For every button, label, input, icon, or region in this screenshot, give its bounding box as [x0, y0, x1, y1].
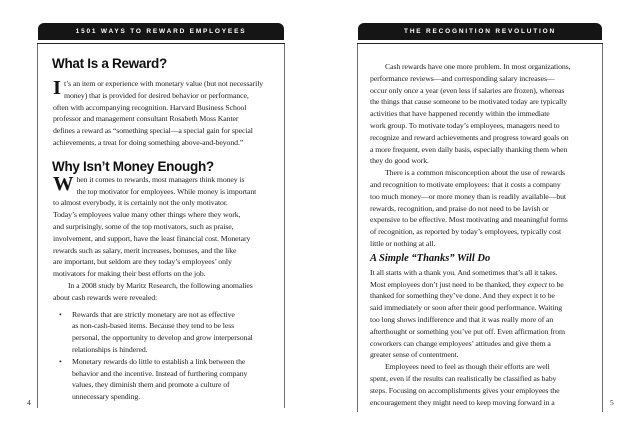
- text-line: hen it comes to rewards, most managers think money is: [76, 174, 245, 184]
- text-line: the things that cause someone to be motivated today are typically: [370, 97, 568, 107]
- text-line: steps. Focusing on accomplishments gives your employees the: [370, 385, 560, 395]
- bullet-item: [53, 356, 273, 403]
- paragraph: [370, 167, 592, 250]
- text-line: greater sense of contentment.: [370, 350, 459, 360]
- text-line: occur only once a year (even less if salaries are frozen), whereas: [370, 85, 565, 95]
- running-head-title: THE RECOGNITION REVOLUTION: [404, 28, 556, 35]
- text-line: recognize and reward achievements and progress toward goals on: [370, 132, 569, 142]
- text-line: expensive to be effective. Most motivating and meaningful forms: [370, 215, 568, 225]
- book-page-right: [357, 23, 603, 412]
- text-line: too long shows indifference and that it was really more of an: [370, 314, 554, 324]
- text-line: Most employees don’t just need to be thanked, they expect to be: [370, 279, 564, 289]
- text-line: Today’s employees value many other things where they work,: [53, 210, 241, 220]
- paragraph: [370, 61, 592, 167]
- text-line: Rewards that are strictly monetary are not as effective: [72, 309, 235, 319]
- text-line: values, they diminish them and promote a culture of: [72, 380, 230, 390]
- text-line: spent, even if the results can realistically be classified as baby: [370, 373, 557, 383]
- bullet-marker: •: [59, 356, 62, 366]
- text-line: to almost everybody, it is certainly not the only motivator.: [53, 198, 228, 208]
- text-line: little or nothing at all.: [370, 238, 436, 248]
- text-line: and recognition to motivate employees: that it costs a company: [370, 179, 561, 189]
- text-line: and surprisingly, some of the top motivators, such as praise,: [53, 221, 234, 231]
- text-line: There is a common misconception about the use of rewards: [385, 168, 565, 178]
- text-line: motivators for making their best efforts on the job.: [53, 269, 206, 279]
- text-line: encouragement they might need to keep moving forward in a: [370, 397, 555, 407]
- text-line: about cash rewards were revealed:: [53, 292, 158, 302]
- page-number: 5: [610, 398, 614, 407]
- text-line: involvement, and support, have the least financial cost. Monetary: [53, 233, 251, 243]
- running-head-bar: [38, 23, 284, 40]
- text-line: coworkers can change employees’ attitudes and give them a: [370, 338, 551, 348]
- text-line: Cash rewards have one more problem. In most organizations,: [385, 62, 571, 71]
- paragraph: [370, 267, 592, 361]
- bullet-marker: •: [59, 309, 62, 319]
- text-line: said immediately or soon after their good performance. Waiting: [370, 303, 563, 313]
- text-line: professor and management consultant Rosabeth Moss Kanter: [53, 114, 239, 124]
- text-line: behavior and the incentive. Instead of furthering company: [72, 368, 248, 378]
- text-line: too much money—or more money than is readily available—but: [370, 191, 567, 201]
- drop-cap: I: [53, 77, 61, 99]
- text-line: they do good work.: [370, 156, 429, 166]
- section-heading: Why Isn’t Money Enough?: [52, 158, 214, 174]
- bullet-list: [53, 309, 273, 403]
- text-line: Monetary rewards do little to establish a link between the: [72, 356, 246, 366]
- text-line: unnecessary spending.: [72, 392, 141, 402]
- page-body: [37, 44, 285, 408]
- text-line: In a 2008 study by Maritz Research, the following anomalies: [68, 280, 253, 290]
- text-line: a more frequent, even daily basis, especially thanking them when: [370, 144, 568, 154]
- running-head-bar: [358, 23, 602, 40]
- paragraph: [53, 78, 273, 149]
- text-line: defines a reward as “something special—a special gain for special: [53, 126, 253, 136]
- text-line: the top motivator for employees. While money is important: [76, 186, 257, 196]
- text-line: work group. To motivate today’s employees, managers need to: [370, 120, 560, 130]
- text-line: money) that is provided for desired behavior or performance,: [63, 90, 249, 100]
- text-line: Employees need to feel as though their efforts are well: [385, 362, 550, 372]
- page-body: [357, 44, 603, 412]
- paragraph: [53, 174, 273, 280]
- text-line: often with accompanying recognition. Harvard Business School: [53, 102, 247, 112]
- text-line: of recognition, as reported by today’s employees, typically cost: [370, 227, 562, 237]
- text-line: relationships is hindered.: [72, 344, 148, 354]
- text-line: are important, but seldom are they today’s employees’ only: [53, 257, 232, 267]
- paragraph: [370, 361, 592, 408]
- text-line: achievements, a treat for doing something above-and-beyond.”: [53, 137, 244, 147]
- text-line: rewards such as salary, merit increases, bonuses, and the like: [53, 245, 237, 255]
- text-line: activities that have happened recently within the immediate: [370, 109, 550, 119]
- book-page-left: [37, 23, 285, 408]
- text-line: as non-cash-based items. Because they tend to be less: [72, 321, 235, 331]
- text-line: thanked for something they’ve done. And they expect it to be: [370, 291, 555, 301]
- paragraph: [53, 280, 273, 304]
- text-line: t’s an item or experience with monetary value (but not necessarily: [63, 79, 264, 88]
- section-heading: What Is a Reward?: [52, 56, 167, 71]
- running-head-title: 1501 WAYS TO REWARD EMPLOYEES: [75, 28, 247, 35]
- text-line: rewards, recognition, and praise do not need to be lavish or: [370, 203, 549, 213]
- text-line: performance reviews—and corresponding salary increases—: [370, 73, 555, 83]
- section-subheading: A Simple “Thanks” Will Do: [370, 252, 491, 264]
- text-line: personal, the opportunity to develop and grow interpersonal: [72, 333, 253, 343]
- bullet-item: [53, 309, 273, 356]
- drop-cap: W: [53, 172, 74, 195]
- page-number: 4: [27, 398, 31, 407]
- text-line: It all starts with a thank you. And sometimes that’s all it takes.: [370, 267, 558, 277]
- text-line: afterthought or something you’ve put off. Even affirmation from: [370, 326, 565, 336]
